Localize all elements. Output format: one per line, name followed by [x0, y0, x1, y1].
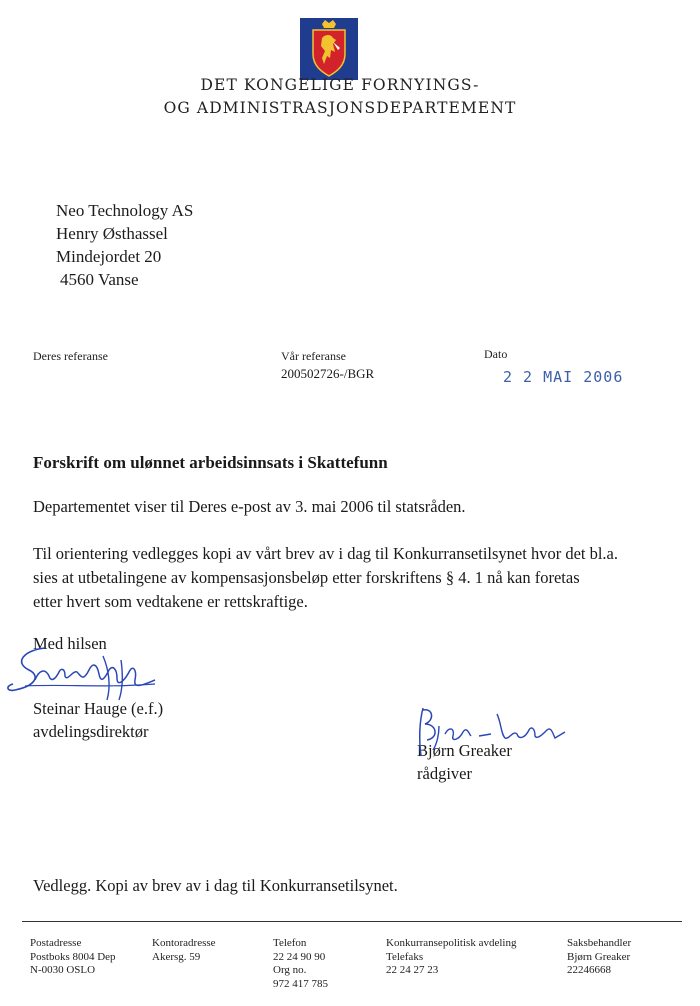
- footer-phone-label: Telefon: [273, 937, 307, 949]
- letter-title: Forskrift om ulønnet arbeidsinnsats i Skattefunn: [33, 453, 388, 472]
- footer-case-officer-label: Saksbehandler: [567, 937, 632, 949]
- signature-steinar-hauge: [5, 640, 175, 710]
- paragraph-1: Departementet viser til Deres e-post av 3. mai 2006 til statsråden.: [33, 497, 466, 516]
- paragraph-2-line-2: sies at utbetalingene av kompensasjonsbeløp etter forskriftens § 4. 1 nå kan foretas: [33, 568, 580, 587]
- footer-office-label: Kontoradresse: [152, 937, 216, 949]
- ministry-name-line2: OG ADMINISTRASJONSDEPARTEMENT: [163, 99, 517, 117]
- footer-office-street: Akersg. 59: [152, 950, 201, 963]
- coat-of-arms-icon: [300, 18, 358, 80]
- deres-referanse-label: Deres referanse: [33, 349, 108, 363]
- footer-fax-label: Telefaks: [386, 950, 424, 963]
- footer-phone-block: [273, 937, 328, 991]
- footer-postal-box: Postboks 8004 Dep: [30, 950, 116, 963]
- footer-org-number: 972 417 785: [273, 977, 328, 990]
- footer-department-block: [386, 937, 516, 978]
- footer-office-address: [152, 937, 216, 964]
- closing-greeting: Med hilsen: [33, 634, 107, 653]
- attachment-note: Vedlegg. Kopi av brev av i dag til Konkurransetilsynet.: [33, 876, 398, 895]
- footer-postal-label: Postadresse: [30, 937, 82, 949]
- footer-fax-number: 22 24 27 23: [386, 964, 439, 976]
- recipient-company: Neo Technology AS: [56, 201, 194, 220]
- footer-postal-city: N-0030 OSLO: [30, 964, 96, 976]
- footer-department-name: Konkurransepolitisk avdeling: [386, 937, 517, 949]
- footer-case-officer-name: Bjørn Greaker: [567, 950, 631, 963]
- footer-postal-address: [30, 937, 116, 978]
- footer-org-label: Org no.: [273, 964, 307, 976]
- date-stamp: 2 2 MAI 2006: [503, 368, 624, 386]
- var-referanse-value: 200502726-/BGR: [281, 366, 375, 381]
- footer-phone-number: 22 24 90 90: [273, 950, 326, 963]
- ministry-name-line1: DET KONGELIGE FORNYINGS-: [200, 76, 480, 94]
- recipient-postal: 4560 Vanse: [60, 270, 139, 289]
- footer-case-officer-block: [567, 937, 631, 978]
- signer1-name: Steinar Hauge (e.f.): [33, 699, 164, 718]
- recipient-person: Henry Østhassel: [56, 224, 168, 243]
- dato-label: Dato: [484, 347, 508, 361]
- footer-case-officer-phone: 22246668: [567, 964, 611, 976]
- recipient-street: Mindejordet 20: [56, 247, 162, 266]
- signer2-name: Bjørn Greaker: [417, 741, 512, 760]
- footer-divider: [22, 921, 682, 922]
- signature-bjorn-greaker: [405, 700, 575, 760]
- signer1-title: avdelingsdirektør: [33, 722, 149, 741]
- paragraph-2-line-1: Til orientering vedlegges kopi av vårt brev av i dag til Konkurransetilsynet hvor det bl.a.: [33, 544, 619, 563]
- var-referanse-label: Vår referanse: [281, 349, 346, 363]
- paragraph-2-line-3: etter hvert som vedtakene er rettskraftige.: [33, 592, 308, 611]
- signer2-title: rådgiver: [417, 764, 472, 783]
